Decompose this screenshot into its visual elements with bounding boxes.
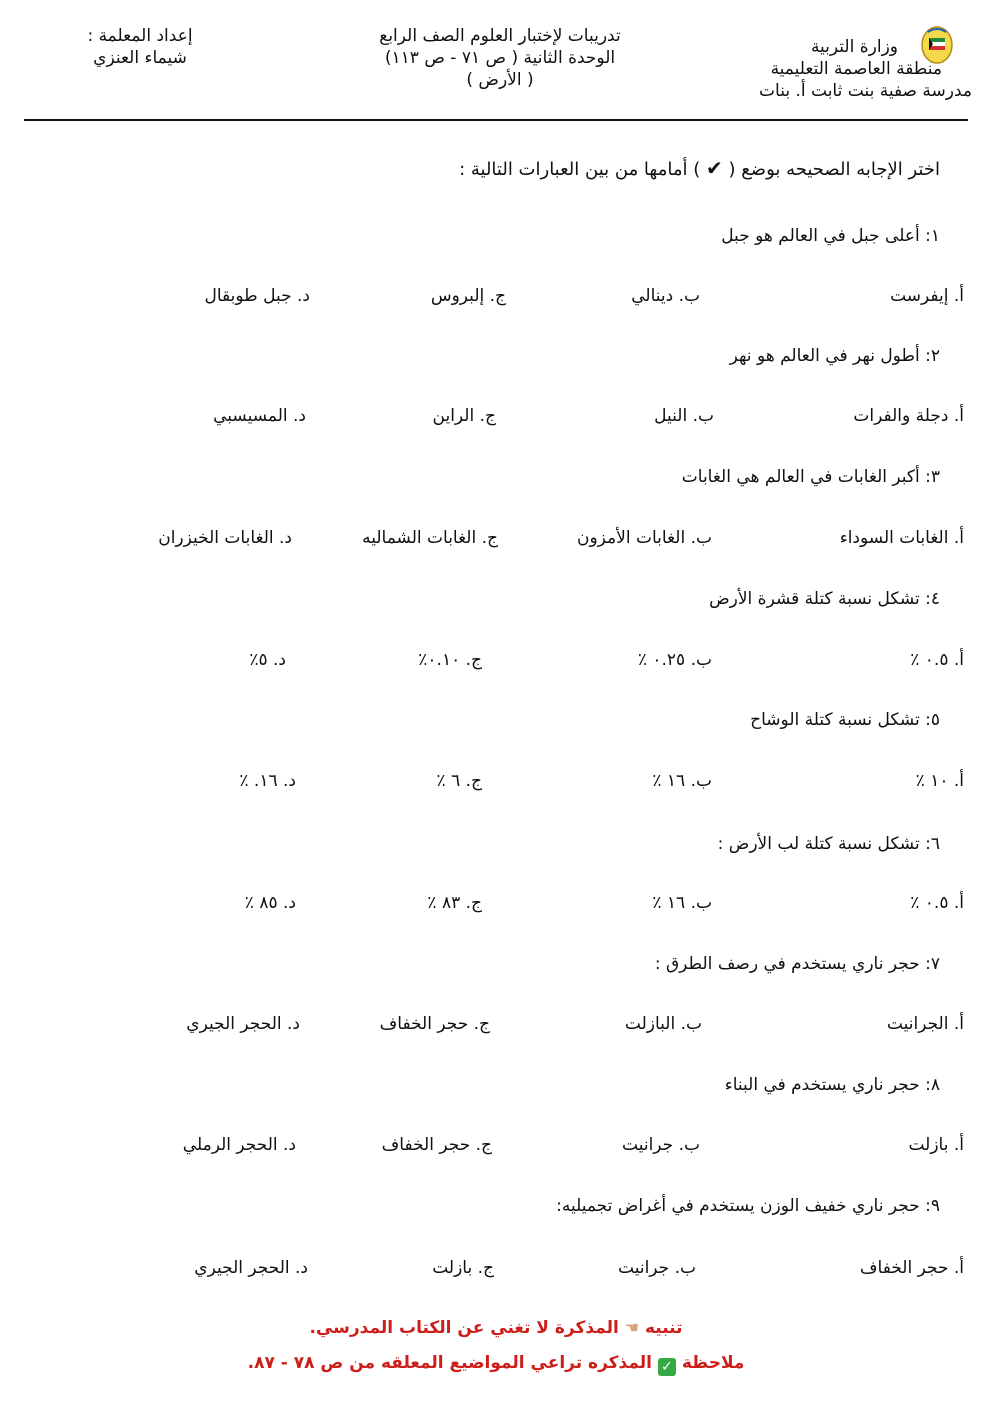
- option-a[interactable]: أ. ٠.٥ ٪: [910, 893, 964, 913]
- option-b[interactable]: ب. ٠.٢٥ ٪: [637, 650, 712, 670]
- option-b[interactable]: ب. ١٦ ٪: [652, 771, 712, 791]
- header-title-block: [340, 25, 660, 91]
- school-name: مدرسة صفية بنت ثابت أ. بنات: [759, 81, 972, 101]
- warning-text: المذكرة لا تغني عن الكتاب المدرسي.: [309, 1318, 619, 1338]
- option-d[interactable]: د. ١٦. ٪: [239, 771, 296, 791]
- region-name: منطقة العاصمة التعليمية: [770, 59, 942, 79]
- exam-title: تدريبات لإختبار العلوم الصف الرابع: [379, 26, 621, 46]
- option-a[interactable]: أ. ١٠ ٪: [915, 771, 964, 791]
- question-5: [750, 710, 940, 730]
- option-a[interactable]: أ. إيفرست: [890, 286, 964, 306]
- option-a[interactable]: أ. ٠.٥ ٪: [910, 650, 964, 670]
- header-teacher-block: [60, 25, 220, 69]
- footnote: [0, 1353, 992, 1376]
- option-b[interactable]: ب. ١٦ ٪: [652, 893, 712, 913]
- option-d[interactable]: د. ٨٥ ٪: [244, 893, 296, 913]
- question-3: [682, 467, 940, 487]
- option-c[interactable]: ج. إلبروس: [430, 286, 506, 306]
- teacher-name: شيماء العنزي: [93, 48, 187, 68]
- option-c[interactable]: ج. الغابات الشماليه: [362, 528, 498, 548]
- question-text: أعلى جبل في العالم هو جبل: [721, 226, 920, 246]
- option-c[interactable]: ج. ٠.١٠٪: [418, 650, 482, 670]
- question-8: [725, 1075, 940, 1095]
- warning-label: تنبيه: [644, 1318, 683, 1338]
- option-d[interactable]: د. ٥٪: [249, 650, 286, 670]
- note-label: ملاحظة: [681, 1353, 745, 1373]
- unit-title: الوحدة الثانية ( ص ٧١ - ص ١١٣): [384, 48, 616, 68]
- option-c[interactable]: ج. حجر الخفاف: [381, 1135, 492, 1155]
- question-number: ٦:: [925, 834, 940, 854]
- check-mark-icon: ✔: [705, 156, 723, 180]
- option-a[interactable]: أ. الغابات السوداء: [839, 528, 964, 548]
- note-text: المذكره تراعي المواضيع المعلقه من ص ٧٨ - ٨٧.: [247, 1353, 652, 1373]
- header-divider: [24, 119, 968, 121]
- option-d[interactable]: د. الغابات الخيزران: [158, 528, 292, 548]
- question-7: [655, 954, 940, 974]
- question-text: أكبر الغابات في العالم هي الغابات: [681, 467, 920, 487]
- option-a[interactable]: أ. بازلت: [908, 1135, 964, 1155]
- question-number: ١:: [925, 226, 940, 246]
- question-text: أطول نهر في العالم هو نهر: [729, 346, 920, 366]
- option-b[interactable]: ب. البازلت: [624, 1014, 702, 1034]
- check-box-icon: ✓: [658, 1358, 676, 1376]
- option-b[interactable]: ب. جرانيت: [618, 1258, 696, 1278]
- warning-note: [0, 1318, 992, 1338]
- option-d[interactable]: د. الحجر الرملي: [182, 1135, 296, 1155]
- question-6: [718, 834, 940, 854]
- question-number: ٣:: [925, 467, 940, 487]
- question-text: حجر ناري يستخدم في البناء: [724, 1075, 920, 1095]
- instruction: [459, 156, 940, 180]
- option-d[interactable]: د. الحجر الجيري: [194, 1258, 308, 1278]
- question-text: حجر ناري خفيف الوزن يستخدم في أغراض تجميليه:: [556, 1196, 920, 1216]
- option-b[interactable]: ب. الغابات الأمزون: [576, 528, 712, 548]
- option-c[interactable]: ج. حجر الخفاف: [379, 1014, 490, 1034]
- question-text: تشكل نسبة كتلة الوشاح: [750, 710, 920, 730]
- question-9: [556, 1196, 940, 1216]
- header-school-block: [704, 36, 972, 102]
- option-b[interactable]: ب. جرانيت: [622, 1135, 700, 1155]
- question-text: حجر ناري يستخدم في رصف الطرق :: [654, 954, 920, 974]
- ministry-name: وزارة التربية: [810, 37, 898, 57]
- option-d[interactable]: د. المسيسبي: [213, 406, 306, 426]
- option-a[interactable]: أ. الجرانيت: [886, 1014, 964, 1034]
- option-c[interactable]: ج. بازلت: [432, 1258, 494, 1278]
- question-number: ٢:: [925, 346, 940, 366]
- option-b[interactable]: ب. دينالي: [631, 286, 700, 306]
- question-text: تشكل نسبة كتلة لب الأرض :: [717, 834, 920, 854]
- question-1: [721, 226, 940, 246]
- question-2: [730, 346, 940, 366]
- question-number: ٥:: [925, 710, 940, 730]
- instruction-before: اختر الإجابه الصحيحه بوضع (: [728, 159, 940, 180]
- question-text: تشكل نسبة كتلة قشرة الأرض: [709, 589, 920, 609]
- question-number: ٤:: [925, 589, 940, 609]
- option-c[interactable]: ج. ٨٣ ٪: [427, 893, 482, 913]
- option-a[interactable]: أ. حجر الخفاف: [859, 1258, 964, 1278]
- topic-title: ( الأرض ): [466, 70, 534, 90]
- option-a[interactable]: أ. دجلة والفرات: [853, 406, 964, 426]
- question-4: [709, 589, 940, 609]
- option-d[interactable]: د. جبل طوبقال: [204, 286, 310, 306]
- question-number: ٧:: [925, 954, 940, 974]
- instruction-after: ) أمامها من بين العبارات التالية :: [459, 159, 701, 180]
- question-number: ٨:: [925, 1075, 940, 1095]
- prepared-by-label: إعداد المعلمة :: [87, 26, 193, 46]
- option-b[interactable]: ب. النيل: [654, 406, 714, 426]
- option-c[interactable]: ج. ٦ ٪: [436, 771, 482, 791]
- option-c[interactable]: ج. الراين: [432, 406, 496, 426]
- option-d[interactable]: د. الحجر الجيري: [186, 1014, 300, 1034]
- pointing-hand-icon: ☚: [624, 1318, 640, 1337]
- question-number: ٩:: [925, 1196, 940, 1216]
